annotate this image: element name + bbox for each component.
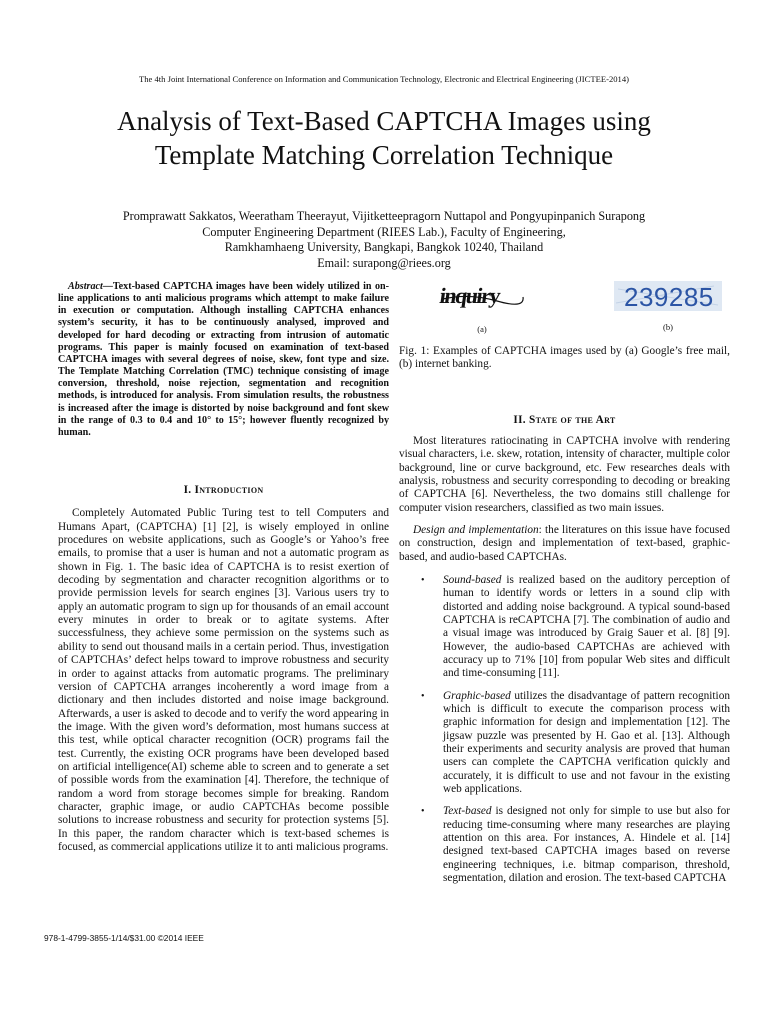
captcha-text-b: 239285 bbox=[624, 282, 714, 311]
left-column bbox=[58, 281, 389, 854]
bullet-term: Sound-based bbox=[443, 573, 502, 586]
abstract-text: —Text-based CAPTCHA images have been widely utilized in on-line applications to anti malicious programs which attempt to make failure in execution or computation. Although installing CAPTCHA enhances system’s security, it has to be continuously analysed, improved and developed for hard decoding or extracting from intrusion of automatic programs. This paper is mainly focused on examination of text-based CAPTCHA images with several degrees of noise, skew, font type and size. The Template Matching Correlation (TMC) technique consisting of image conversion, threshold, noise rejection, segmentation and recognition methods, is introduced for analysis. From simulation results, the robustness is increased after the image is distorted by noise background and font skew in the range of 0.3 to 0.4 and 10° to 15°; however fluently recognized by human. bbox=[58, 281, 389, 438]
affiliation-line-1: Computer Engineering Department (RIEES Lab.), Faculty of Engineering, bbox=[202, 224, 566, 239]
author-block bbox=[30, 209, 738, 271]
figure-1b-label: (b) bbox=[663, 322, 673, 333]
figure-1a bbox=[439, 281, 525, 337]
title-line-2: Template Matching Correlation Technique bbox=[154, 140, 614, 170]
bullet-text: is designed not only for simple to use but also for reducing time-consuming where many researches are playing attention on this area. For instances, A. Hindele et al. [14] designed text-based CAPTCHA images based on reverse engineering techniques, i.e. bitmap comparison, threshold, segmentation, dilation and erosion. The text-based CAPTCHA bbox=[443, 805, 730, 885]
right-column bbox=[399, 281, 730, 886]
abstract-label: Abstract bbox=[68, 281, 103, 292]
state-paragraph-1: Most literatures ratiocinating in CAPTCHA involve with rendering visual characters, i.e. skew, rotation, intensity of character, multiple color background, line or curve background, etc. Few researches deals with analysis, robustness and security corresponding to decoding or breaking of CAPTCHA [6]. Nevertheless, the two domains still challenge for computer vision researchers, classified as two main issues. bbox=[399, 434, 731, 514]
list-item bbox=[399, 574, 730, 681]
figure-1 bbox=[399, 281, 730, 337]
list-item bbox=[399, 805, 730, 885]
bullet-term: Graphic-based bbox=[443, 689, 511, 702]
conference-header: The 4th Joint International Conference on Information and Communication Technology, Electronic and Electrical Engineering (JICTEE-2014) bbox=[138, 74, 630, 84]
captcha-text-a: inquiry bbox=[439, 283, 501, 308]
bullet-text: is realized based on the auditory perception of human to identify words or letters in a sound clip with distorted and adding noise background. A typical sound-based CAPTCHA is reCAPTCHA [7]. The combination of audio and a visual image was introduced by Graig Sauer et al. [8] [9]. However, the audio-based CAPTCHAs are achieved with accuracy up to 71% [10] from popular Web sites and difficult and time-consuming [11]. bbox=[443, 573, 730, 680]
bullet-symbol: • bbox=[421, 574, 425, 586]
figure-1-caption: Fig. 1: Examples of CAPTCHA images used by (a) Google’s free mail, (b) internet banking. bbox=[399, 344, 730, 371]
copyright-footer: 978-1-4799-3855-1/14/$31.00 ©2014 IEEE bbox=[44, 933, 204, 943]
state-paragraph-2-text: : the literatures on this issue have focused on construction, design and implementation of text-based, graphic-based, and audio-based CAPTCHAs. bbox=[399, 523, 730, 563]
design-term: Design and implementation bbox=[413, 523, 539, 536]
author-email: Email: surapong@riees.org bbox=[317, 255, 451, 270]
section-heading-introduction: I. Introduction bbox=[183, 484, 264, 497]
abstract bbox=[58, 281, 389, 439]
list-item bbox=[399, 690, 730, 797]
affiliation-line-2: Ramkhamhaeng University, Bangkapi, Bangkok 10240, Thailand bbox=[224, 240, 544, 254]
figure-1b bbox=[614, 281, 722, 337]
figure-1a-label: (a) bbox=[477, 324, 487, 335]
paper-title bbox=[40, 104, 728, 172]
introduction-paragraph: Completely Automated Public Turing test to tell Computers and Humans Apart, (CAPTCHA) [1] [2], is wisely employed in online procedures on website applications, such as Google’s or Yahoo’s free emails, to promise that a user is human and not a automatic program as shown in Fig. 1. The basic idea of CAPTCHA is to resist exertion of decoding by segmentation and character recognition algorithms or to provide permission levels for search engines [3]. Various users try to apply an automatic program to sign up for thousands of an email account every minutes in order to break or to agitate systems. After successfulness, they achieve some permission on the systems such as ability to send out thousand mails in a certain period. Thus, investigation of CAPTCHAs’ defect helps toward to improve robustness and security in order to against attacks from automatic programs. The preliminary version of CAPTCHA arranges incoherently a word image from a dictionary and then includes distorted and noise image background. Afterwards, a user is asked to decode and to verify the word appearing in the image. With the given word’s deformation, most humans success at this test, while optical character recognition (OCR) programs fail the test. Currently, the existing OCR programs have been developed based on artificial intelligence(AI) scheme able to screen and to generate a set of possible words from the examination [4]. Therefore, the technique of random a word from storage becomes simple for breaking. Random character, graphic image, or audio CAPTCHAs become possible solutions to increase robustness and security for protection systems [5]. In this paper, the random character which is text-based schemes is focused, as commercial applications utilize it to anti malicious programs. bbox=[58, 507, 389, 853]
captcha-image-banking bbox=[614, 281, 722, 311]
bullet-symbol: • bbox=[421, 806, 425, 818]
bullet-term: Text-based bbox=[443, 805, 492, 818]
bullet-text: utilizes the disadvantage of pattern recognition which is difficult to execute the comparison process with graphic information for design and implementation [12]. The jigsaw puzzle was presented by H. Gao et al. [13]. Although their experiments and security analysis are proved that human users can complete the CAPTCHA verification quickly and accurately, it is difficult to use and not favour in the existing web applications. bbox=[443, 689, 730, 796]
captcha-image-google bbox=[439, 281, 525, 313]
state-paragraph-2 bbox=[399, 524, 730, 564]
section-heading-state-of-the-art: II. State of the Art bbox=[513, 413, 616, 426]
captcha-type-list bbox=[399, 574, 730, 886]
title-line-1: Analysis of Text-Based CAPTCHA Images using bbox=[117, 106, 651, 136]
author-names: Promprawatt Sakkatos, Weeratham Theerayut, Vijitketteepragorn Nuttapol and Pongyupinpanich Surapong bbox=[122, 209, 646, 223]
bullet-symbol: • bbox=[421, 690, 425, 702]
